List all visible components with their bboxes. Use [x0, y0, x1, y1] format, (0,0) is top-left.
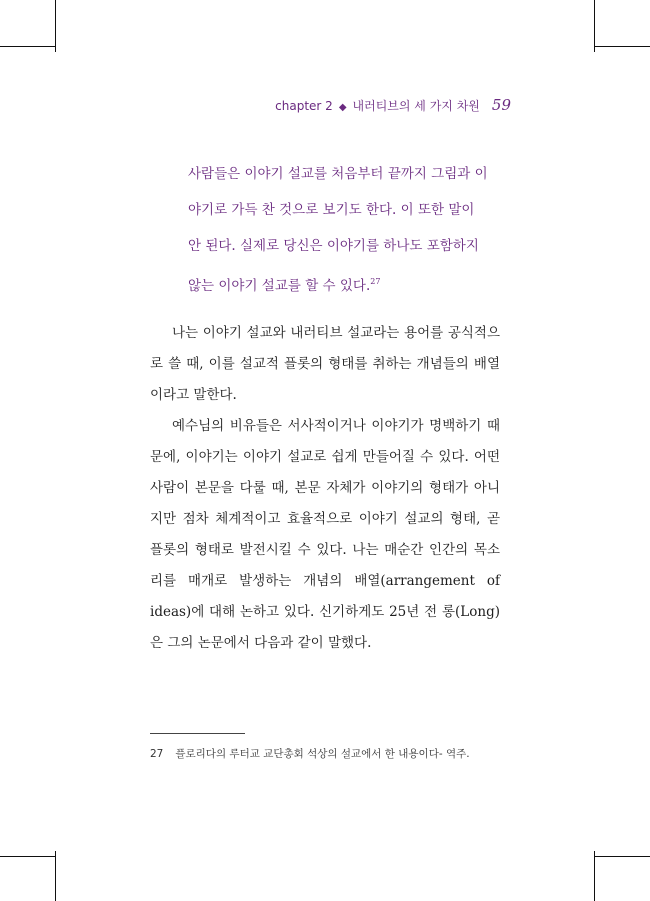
quote-text: 사람들은 이야기 설교를 처음부터 끝까지 그림과 이야기로 가득 찬 것으로 보기도 한다. 이 또한 말이 안 된다. 실제로 당신은 이야기를 하나도 포함하지 않는 이야기 설교를 할 수 있다.: [188, 166, 488, 294]
paragraph: 예수님의 비유들은 서사적이거나 이야기가 명백하기 때문에, 이야기는 이야기 설교로 쉽게 만들어질 수 있다. 어떤 사람이 본문을 다룰 때, 본문 자체가 이야기의 형태가 아니지만 점차 체계적이고 효율적으로 이야기 설교의 형태, 곧 플롯의 형태로 발전시킬 수 있다. 나는 매순간 인간의 목소리를 매개로 발생하는 개념의 배열(arrangement of ideas)에 대해 논하고 있다. 신기하게도 25년 전 롱(Long)은 그의 논문에서 다음과 같이 말했다.: [150, 418, 500, 651]
crop-mark: [0, 46, 56, 47]
footnote-number: 27: [150, 748, 164, 760]
footnote-divider: [150, 733, 245, 734]
running-header: [275, 96, 511, 114]
footnote-reference: 27: [370, 277, 381, 286]
crop-mark: [594, 46, 650, 47]
footnote: [150, 746, 510, 761]
crop-mark: [594, 856, 650, 857]
diamond-bullet-icon: ◆: [338, 102, 347, 113]
crop-mark: [0, 856, 56, 857]
page-number: 59: [491, 96, 511, 114]
chapter-label: chapter 2: [275, 99, 333, 113]
crop-mark: [55, 0, 56, 52]
body-text: [150, 318, 500, 659]
crop-mark: [55, 851, 56, 901]
crop-mark: [594, 0, 595, 52]
paragraph: 나는 이야기 설교와 내러티브 설교라는 용어를 공식적으로 쓸 때, 이를 설교적 플롯의 형태를 취하는 개념들의 배열이라고 말한다.: [150, 325, 500, 403]
chapter-title: 내러티브의 세 가지 차원: [352, 99, 480, 113]
block-quote: [188, 156, 488, 304]
footnote-text: 플로리다의 루터교 교단총회 석상의 설교에서 한 내용이다- 역주.: [175, 748, 470, 760]
crop-mark: [594, 851, 595, 901]
